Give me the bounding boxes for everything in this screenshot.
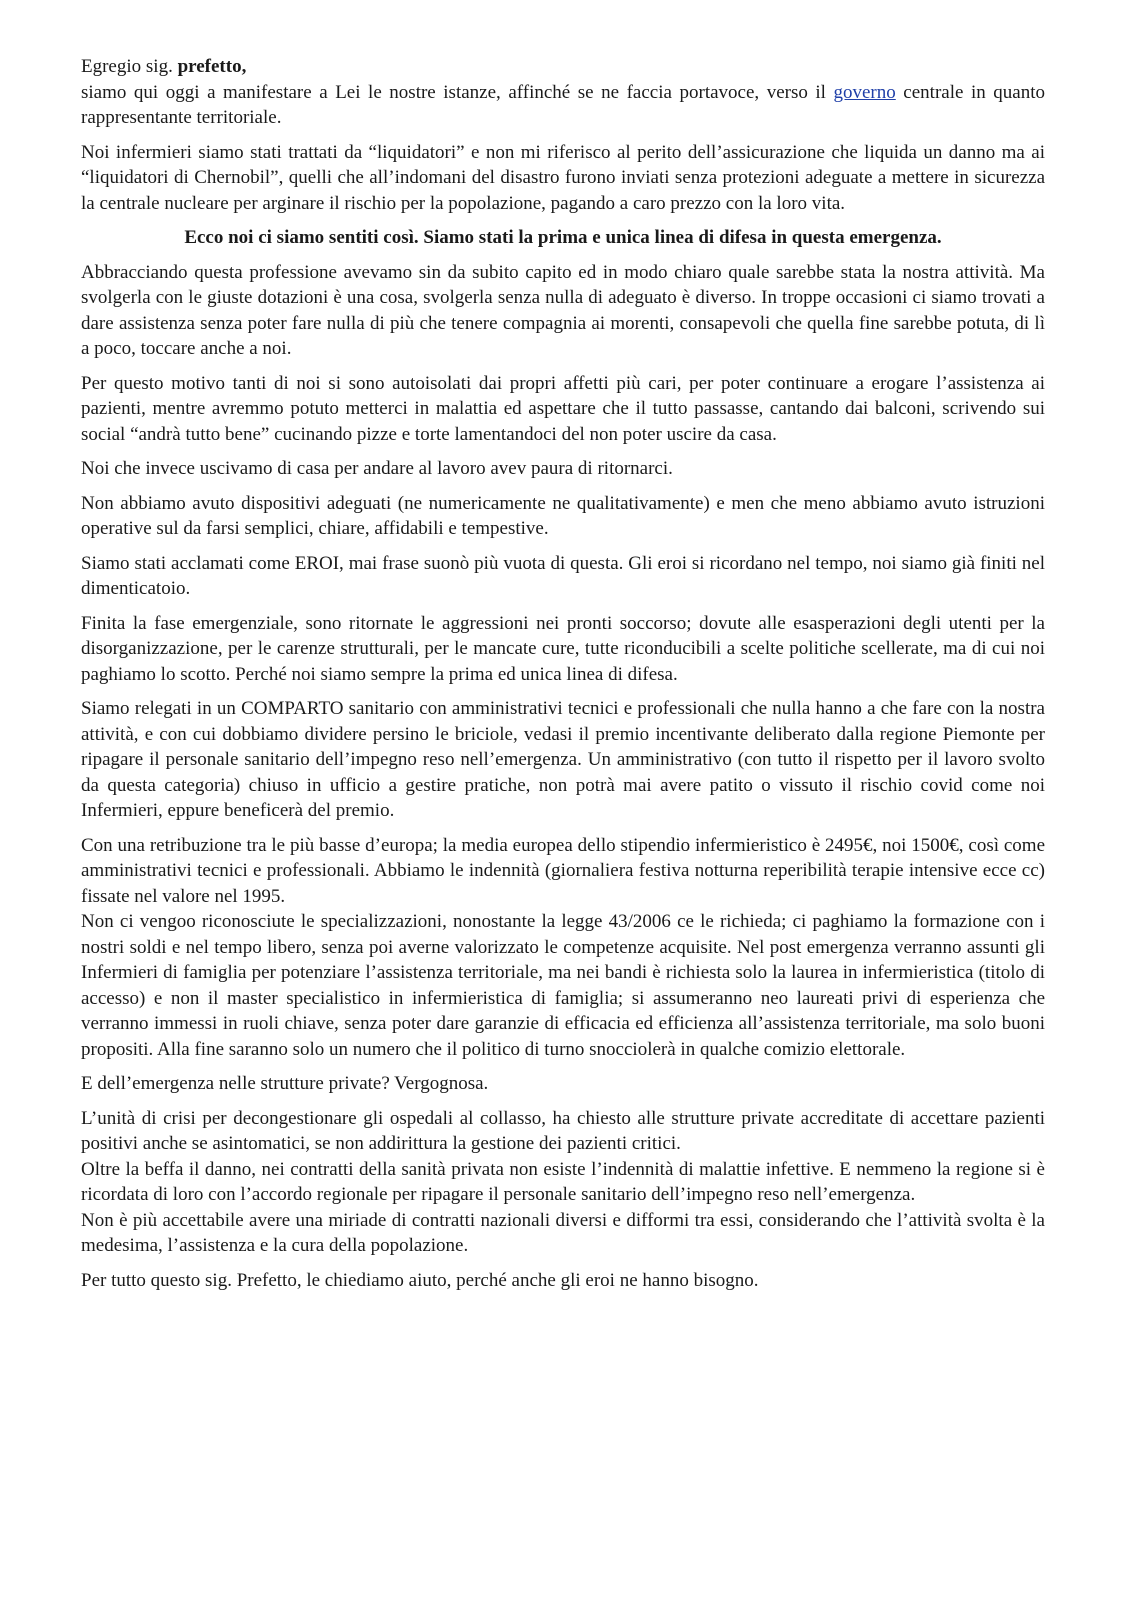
paragraph-dispositivi: Non abbiamo avuto dispositivi adeguati (ne numericamente ne qualitativamente) e men che meno abbiamo avuto istruzioni operative sul da farsi semplici, chiare, affidabili e tempestive. [81, 492, 1045, 539]
bold-heading: Ecco noi ci siamo sentiti così. Siamo stati la prima e unica linea di difesa in questa emergenza. [184, 227, 942, 248]
governo-link[interactable]: governo [833, 81, 896, 103]
paragraph-paura: Noi che invece uscivamo di casa per andare al lavoro avev paura di ritornarci. [81, 458, 673, 479]
paragraph-comparto: Siamo relegati in un COMPARTO sanitario con amministrativi tecnici e professionali che nulla hanno a che fare con la nostra attività, e con cui dobbiamo dividere persino le briciole, vedasi il premio incentivante deliberato dalla regione Piemonte per ripagare il personale sanitario dell’impegno reso nell’emergenza. Un amministrativo (con tutto il rispetto per il lavoro svolto da questa categoria) chiuso in ufficio a gestire pratiche, non potrà mai avere patito o vissuto il rischio covid come noi Infermieri, eppure beneficerà del premio. [81, 698, 1045, 821]
paragraph-contratti: Non è più accettabile avere una miriade di contratti nazionali diversi e difformi tra essi, considerando che l’attività svolta è la medesima, l’assistenza e la cura della popolazione. [81, 1209, 1045, 1256]
paragraph-intro [81, 80, 1045, 131]
intro-text-after-link: centrale in quanto rappresentante territoriale. [81, 81, 1046, 128]
paragraph-strutture-private: E dell’emergenza nelle strutture private? Vergognosa. [81, 1073, 489, 1094]
paragraph-eroi: Siamo stati acclamati come EROI, mai frase suonò più vuota di questa. Gli eroi si ricordano nel tempo, noi siamo già finiti nel dimenticatoio. [81, 552, 1045, 599]
paragraph-unita-di-crisi: L’unità di crisi per decongestionare gli ospedali al collasso, ha chiesto alle strutture private accreditate di accettare pazienti positivi anche se asintomatici, se non addirittura la gestione dei pazienti critici. [81, 1107, 1045, 1154]
letter-body [81, 54, 1045, 1302]
paragraph-autoisolati: Per questo motivo tanti di noi si sono autoisolati dai propri affetti più cari, per poter continuare a erogare l’assistenza ai pazienti, mentre avremmo potuto metterci in malattia ed aspettare che il tutto passasse, cantando dai balconi, scrivendo sui social “andrà tutto bene” cucinando pizze e torte lamentandoci del non poter uscire da casa. [81, 372, 1045, 445]
paragraph-beffa: Oltre la beffa il danno, nei contratti della sanità privata non esiste l’indennità di malattie infettive. E nemmeno la regione si è ricordata di loro con l’accordo regionale per ripagare il personale sanitario dell’impegno reso nell’emergenza. [81, 1158, 1045, 1205]
intro-text-before-link: siamo qui oggi a manifestare a Lei le nostre istanze, affinché se ne faccia portavoce, verso il [81, 81, 834, 103]
paragraph-professione: Abbracciando questa professione avevamo sin da subito capito ed in modo chiaro quale sarebbe stata la nostra attività. Ma svolgerla con le giuste dotazioni è una cosa, svolgerla senza nulla di adeguato è diverso. In troppe occasioni ci siamo trovati a dare assistenza senza poter fare nulla di più che tenere compagnia ai morenti, consapevoli che quella fine sarebbe potuta, di lì a poco, toccare anche a noi. [81, 261, 1045, 359]
salutation-recipient: prefetto, [177, 56, 247, 77]
paragraph-specializzazioni: Non ci vengoo riconosciute le specializzazioni, nonostante la legge 43/2006 ce le richieda; ci paghiamo la formazione con i nostri soldi e nel tempo libero, senza poi averne valorizzato le competenze acquisite. Nel post emergenza verranno assunti gli Infermieri di famiglia per potenziare l’assistenza territoriale, ma nei bandi è richiesta solo la laurea in infermieristica (titolo di accesso) e non il master specialistico in infermieristica di famiglia; si assumeranno neo laureati privi di esperienza che verranno immessi in ruoli chiave, senza poter dare garanzie di efficacia ed efficienza all’assistenza territoriale, ma solo buoni propositi. Alla fine saranno solo un numero che il politico di turno snocciolerà in qualche comizio elettorale. [81, 911, 1045, 1060]
paragraph-liquidatori: Noi infermieri siamo stati trattati da “liquidatori” e non mi riferisco al perito dell’assicurazione che liquida un danno ma ai “liquidatori di Chernobil”, quelli che all’indomani del disastro furono inviati senza protezioni adeguate a mettere in sicurezza la centrale nucleare per arginare il rischio per la popolazione, pagando a caro prezzo con la loro vita. [81, 141, 1045, 214]
paragraph-closing: Per tutto questo sig. Prefetto, le chiediamo aiuto, perché anche gli eroi ne hanno bisogno. [81, 1269, 759, 1291]
paragraph-retribuzione: Con una retribuzione tra le più basse d’europa; la media europea dello stipendio infermieristico è 2495€, noi 1500€, così come amministrativi tecnici e professionali. Abbiamo le indennità (giornaliera festiva notturna reperibilità terapie intensive ecce cc) fissate nel valore nel 1995. [81, 834, 1045, 907]
paragraph-aggressioni: Finita la fase emergenziale, sono ritornate le aggressioni nei pronti soccorso; dovute alle esasperazioni degli utenti per la disorganizzazione, per le carenze strutturali, per le mancate cure, tutte riconducibili a scelte politiche scellerate, ma di cui noi paghiamo lo scotto. Perché noi siamo sempre la prima ed unica linea di difesa. [81, 612, 1045, 685]
salutation [81, 54, 1045, 80]
salutation-prefix: Egregio sig. [81, 56, 178, 77]
